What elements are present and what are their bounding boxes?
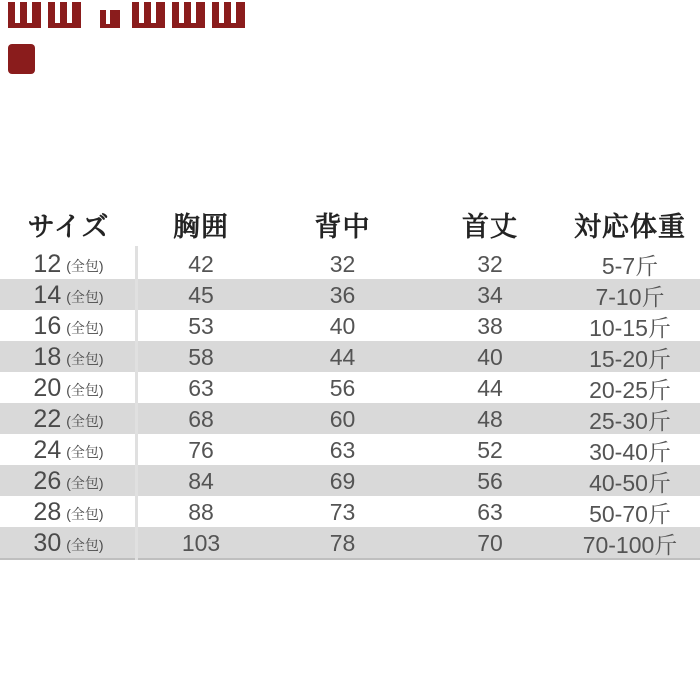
table-row	[0, 341, 700, 372]
chest-value: 45	[188, 282, 214, 308]
size-table	[0, 200, 700, 560]
red-seal-icon	[8, 44, 35, 74]
size-cell	[0, 283, 137, 308]
weight-value: 10-15斤	[589, 315, 671, 341]
size-value: 16	[33, 312, 62, 340]
size-note: (全包)	[66, 289, 104, 305]
stamp-fragment-icon	[212, 2, 245, 28]
weight-value: 40-50斤	[589, 470, 671, 496]
stamp-fragment-icon	[8, 2, 41, 28]
chest-value: 53	[188, 313, 214, 339]
stamp-fragment-icon	[48, 2, 81, 28]
size-cell	[0, 314, 137, 339]
chest-value: 42	[188, 251, 214, 277]
size-value: 26	[33, 467, 62, 495]
header-chest: 胸囲	[173, 211, 229, 243]
chest-value: 68	[188, 406, 214, 432]
size-note: (全包)	[66, 258, 104, 274]
size-value: 18	[33, 343, 62, 371]
table-row	[0, 403, 700, 434]
weight-value: 70-100斤	[582, 532, 678, 558]
back-value: 60	[329, 406, 356, 432]
size-note: (全包)	[66, 351, 104, 367]
back-value: 63	[329, 437, 356, 463]
neck-value: 48	[477, 406, 503, 432]
weight-value: 20-25斤	[589, 377, 671, 403]
back-value: 44	[329, 344, 356, 370]
size-note: (全包)	[66, 382, 104, 398]
size-cell	[0, 438, 137, 463]
chest-value: 58	[188, 344, 214, 370]
size-cell	[0, 376, 137, 401]
table-row	[0, 434, 700, 465]
chest-value: 84	[188, 468, 214, 494]
chest-value: 76	[188, 437, 214, 463]
weight-value: 50-70斤	[589, 501, 671, 527]
size-value: 22	[33, 405, 62, 433]
size-cell	[0, 407, 137, 432]
size-value: 24	[33, 436, 62, 464]
weight-value: 7-10斤	[595, 284, 665, 310]
chest-value: 103	[181, 530, 221, 556]
weight-value: 25-30斤	[589, 408, 671, 434]
size-cell	[0, 252, 137, 277]
header-weight: 対応体重	[574, 211, 686, 243]
size-table-body	[0, 248, 700, 560]
size-value: 12	[33, 250, 62, 278]
neck-value: 70	[477, 530, 503, 556]
neck-value: 32	[477, 251, 503, 277]
column-divider-line	[135, 246, 138, 560]
stamp-fragment-icon	[100, 10, 120, 28]
size-value: 30	[33, 529, 62, 557]
neck-value: 56	[477, 468, 503, 494]
size-cell	[0, 500, 137, 525]
weight-value: 15-20斤	[589, 346, 671, 372]
size-note: (全包)	[66, 413, 104, 429]
back-value: 36	[329, 282, 356, 308]
stamp-fragment-icon	[172, 2, 205, 28]
table-row	[0, 496, 700, 527]
size-cell	[0, 531, 137, 556]
red-stamp-decoration	[8, 2, 252, 28]
table-row	[0, 527, 700, 558]
size-value: 14	[33, 281, 62, 309]
table-row	[0, 279, 700, 310]
back-value: 73	[329, 499, 356, 525]
neck-value: 34	[477, 282, 503, 308]
header-neck: 首丈	[462, 211, 518, 243]
chest-value: 88	[188, 499, 214, 525]
back-value: 69	[329, 468, 356, 494]
stamp-fragment-icon	[132, 2, 165, 28]
back-value: 56	[329, 375, 356, 401]
neck-value: 44	[477, 375, 503, 401]
size-table-header	[0, 200, 700, 248]
size-note: (全包)	[66, 475, 104, 491]
neck-value: 52	[477, 437, 503, 463]
back-value: 32	[329, 251, 356, 277]
size-cell	[0, 469, 137, 494]
size-cell	[0, 345, 137, 370]
weight-value: 5-7斤	[601, 253, 659, 279]
size-note: (全包)	[66, 506, 104, 522]
neck-value: 38	[477, 313, 503, 339]
table-row	[0, 310, 700, 341]
size-value: 28	[33, 498, 62, 526]
header-size: サイズ	[27, 211, 110, 243]
table-row	[0, 465, 700, 496]
size-note: (全包)	[66, 537, 104, 553]
size-value: 20	[33, 374, 62, 402]
table-row	[0, 372, 700, 403]
size-note: (全包)	[66, 444, 104, 460]
chest-value: 63	[188, 375, 214, 401]
table-row	[0, 248, 700, 279]
back-value: 40	[329, 313, 356, 339]
weight-value: 30-40斤	[589, 439, 671, 465]
neck-value: 40	[477, 344, 503, 370]
neck-value: 63	[477, 499, 503, 525]
header-back: 背中	[314, 211, 371, 243]
back-value: 78	[329, 530, 356, 556]
size-note: (全包)	[66, 320, 104, 336]
